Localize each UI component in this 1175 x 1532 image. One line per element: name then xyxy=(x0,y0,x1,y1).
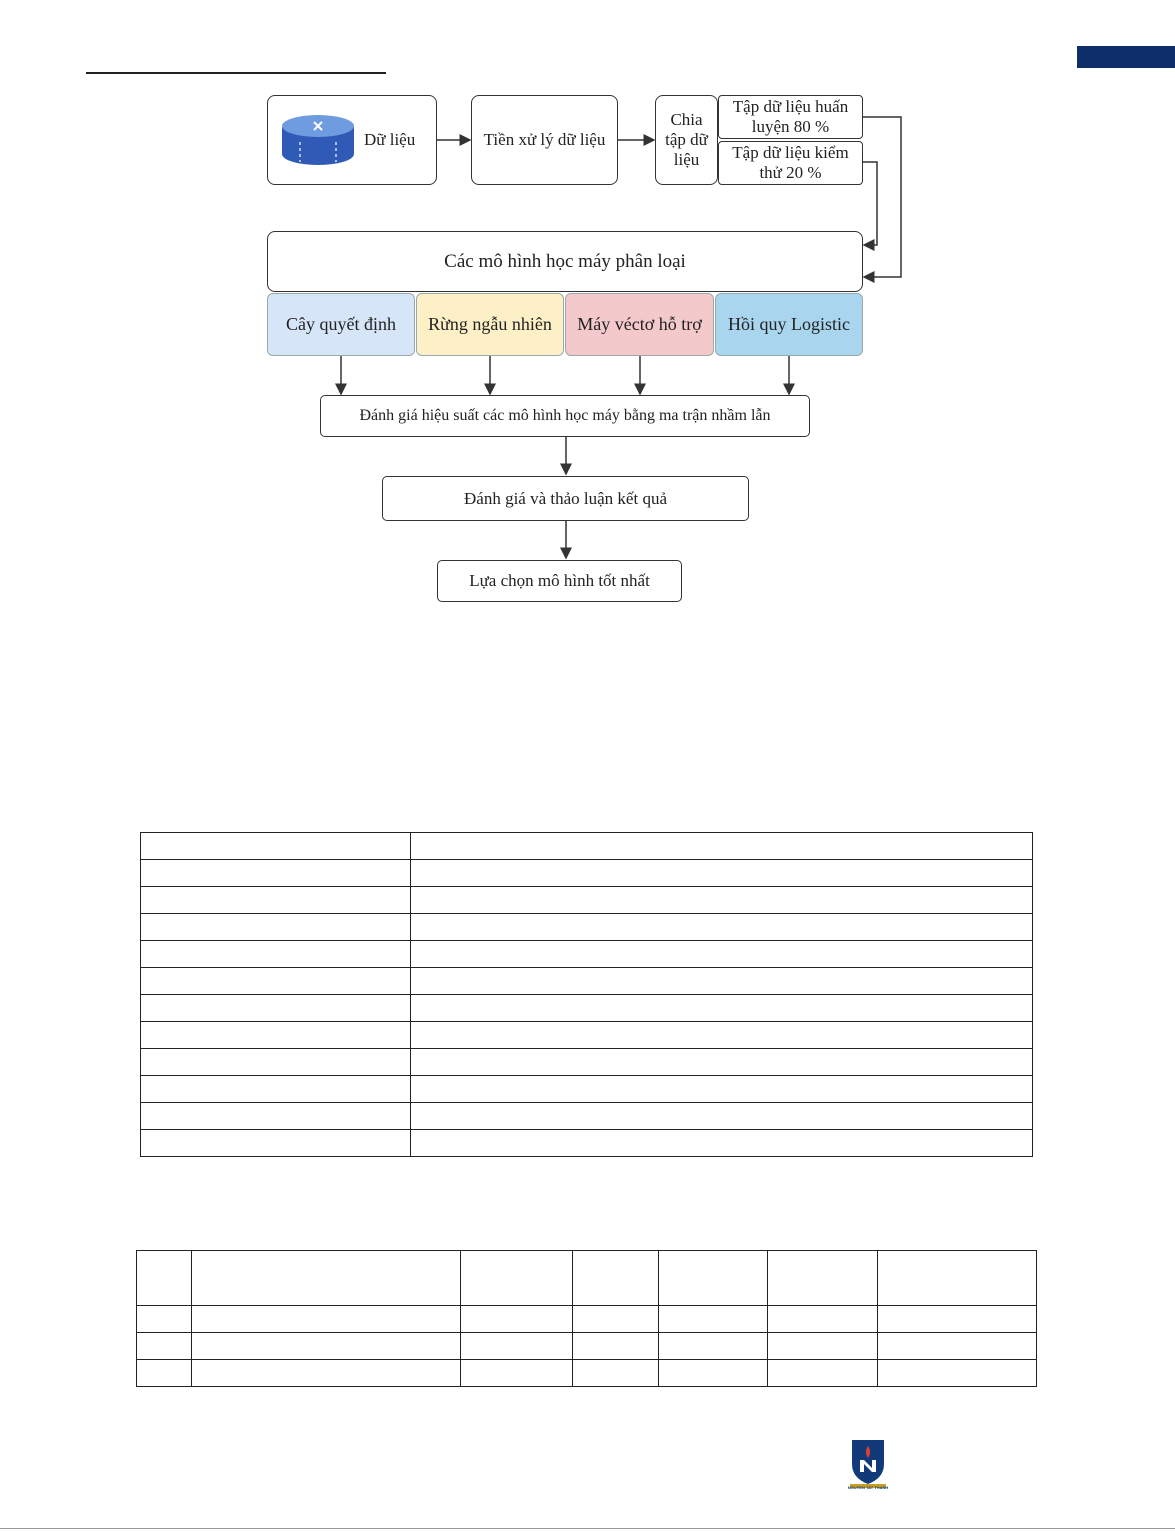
table-cell xyxy=(410,887,1032,914)
table-cell xyxy=(410,1103,1032,1130)
table-cell xyxy=(410,833,1032,860)
table-cell xyxy=(659,1333,768,1360)
table-cell xyxy=(141,833,411,860)
table-cell xyxy=(659,1360,768,1387)
model-label: Cây quyết định xyxy=(286,314,396,334)
table-cell xyxy=(137,1333,192,1360)
table-row xyxy=(141,968,1033,995)
data-label: Dữ liệu xyxy=(364,130,416,149)
table-row xyxy=(137,1306,1037,1333)
table-row xyxy=(137,1333,1037,1360)
table-row xyxy=(141,860,1033,887)
table-cell xyxy=(460,1306,573,1333)
table-row xyxy=(141,1103,1033,1130)
table-row xyxy=(141,1049,1033,1076)
table-row xyxy=(141,1022,1033,1049)
split-line: Chia xyxy=(670,110,703,129)
table-cell xyxy=(141,1049,411,1076)
table-cell xyxy=(460,1360,573,1387)
table-cell xyxy=(141,1076,411,1103)
table-cell xyxy=(410,968,1032,995)
model-logistic xyxy=(715,293,863,356)
table-cell xyxy=(573,1251,659,1306)
table-cell xyxy=(141,1022,411,1049)
table-cell xyxy=(768,1306,878,1333)
table-1 xyxy=(140,832,1033,1157)
table-cell xyxy=(878,1333,1037,1360)
table-cell xyxy=(141,941,411,968)
table-cell xyxy=(141,860,411,887)
table-cell xyxy=(137,1306,192,1333)
arrow-train-to-models xyxy=(862,117,901,277)
table-cell xyxy=(410,941,1032,968)
model-decision-tree xyxy=(267,293,415,356)
table-row xyxy=(141,1076,1033,1103)
table-cell xyxy=(768,1360,878,1387)
table-row xyxy=(137,1360,1037,1387)
train-set-line: Tập dữ liệu huấn xyxy=(732,97,849,116)
table-cell xyxy=(141,887,411,914)
table-cell xyxy=(878,1360,1037,1387)
table-cell xyxy=(410,1049,1032,1076)
discuss-box xyxy=(382,476,749,521)
university-shield-icon xyxy=(848,1434,888,1490)
table-row xyxy=(137,1251,1037,1306)
select-box xyxy=(437,560,682,602)
table-cell xyxy=(141,1103,411,1130)
test-set-line: Tập dữ liệu kiểm xyxy=(732,143,849,162)
table-cell xyxy=(191,1360,460,1387)
split-line: liệu xyxy=(673,150,700,169)
table-cell xyxy=(573,1333,659,1360)
test-set-line: thử 20 % xyxy=(759,163,822,182)
model-label: Hồi quy Logistic xyxy=(728,314,850,334)
table-cell xyxy=(659,1251,768,1306)
table-cell xyxy=(460,1251,573,1306)
model-label: Rừng ngẫu nhiên xyxy=(428,314,552,334)
table-row xyxy=(141,941,1033,968)
table-cell xyxy=(878,1306,1037,1333)
table-cell xyxy=(137,1251,192,1306)
table-cell xyxy=(410,860,1032,887)
evaluate-label: Đánh giá hiệu suất các mô hình học máy bằng ma trận nhầm lẫn xyxy=(359,407,771,424)
preprocess-box xyxy=(471,95,618,185)
table-cell xyxy=(573,1306,659,1333)
table-cell xyxy=(191,1251,460,1306)
discuss-label: Đánh giá và thảo luận kết quả xyxy=(464,488,667,508)
preprocess-label: Tiền xử lý dữ liệu xyxy=(483,130,606,149)
database-icon xyxy=(280,112,356,168)
table-row xyxy=(141,914,1033,941)
table-row xyxy=(141,1130,1033,1157)
train-set-line: luyện 80 % xyxy=(751,117,830,136)
table-cell xyxy=(141,1130,411,1157)
table-cell xyxy=(659,1306,768,1333)
table-cell xyxy=(410,914,1032,941)
table-cell xyxy=(410,995,1032,1022)
table-cell xyxy=(878,1251,1037,1306)
table-cell xyxy=(141,995,411,1022)
models-header-label: Các mô hình học máy phân loại xyxy=(444,250,686,272)
split-box xyxy=(655,95,718,185)
table-row xyxy=(141,995,1033,1022)
evaluate-box xyxy=(320,395,810,437)
data-box xyxy=(267,95,437,185)
models-header-box xyxy=(267,231,863,292)
table-cell xyxy=(141,968,411,995)
train-set-box xyxy=(718,95,863,139)
model-svm xyxy=(565,293,714,356)
logo-caption-text: NGUYEN TAT THANH xyxy=(847,1485,889,1490)
table-cell xyxy=(191,1333,460,1360)
table-cell xyxy=(768,1333,878,1360)
test-set-box xyxy=(718,141,863,185)
logo-caption xyxy=(834,1483,902,1493)
table-cell xyxy=(460,1333,573,1360)
table-cell xyxy=(410,1076,1032,1103)
table-row xyxy=(141,887,1033,914)
table-cell xyxy=(141,914,411,941)
arrow-test-to-models xyxy=(862,162,877,245)
model-label: Máy véctơ hỗ trợ xyxy=(577,314,702,334)
table-row xyxy=(141,833,1033,860)
footer-rule xyxy=(0,1528,1175,1529)
select-label: Lựa chọn mô hình tốt nhất xyxy=(469,571,650,590)
table-cell xyxy=(410,1022,1032,1049)
table-cell xyxy=(137,1360,192,1387)
table-cell xyxy=(191,1306,460,1333)
table-cell xyxy=(573,1360,659,1387)
model-random-forest xyxy=(416,293,564,356)
table-cell xyxy=(768,1251,878,1306)
table-2 xyxy=(136,1250,1037,1387)
split-line: tập dữ xyxy=(665,130,708,149)
table-cell xyxy=(410,1130,1032,1157)
